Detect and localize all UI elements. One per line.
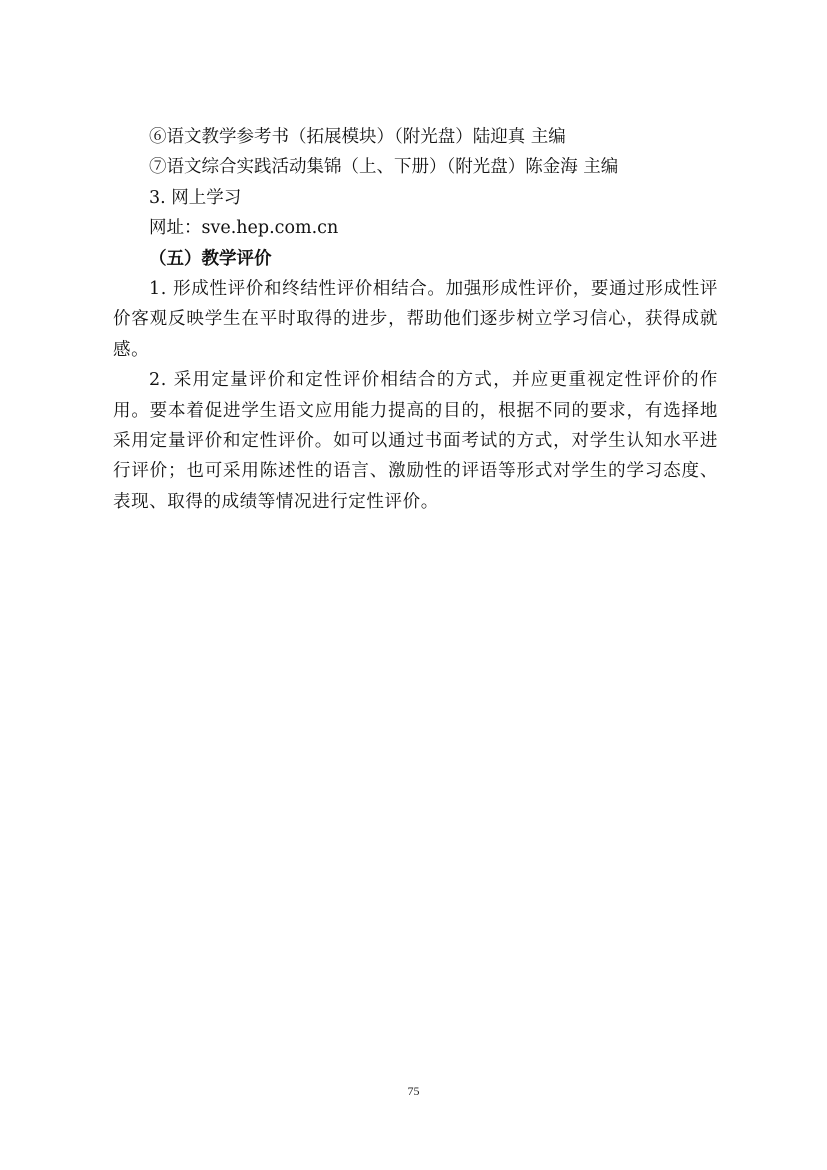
reference-item-7: ⑦语文综合实践活动集锦（上、下册）（附光盘）陈金海 主编 xyxy=(149,157,619,178)
paragraph-quantitative-qualitative: 2. 采用定量评价和定性评价相结合的方式，并应更重视定性评价的作用。要本着促进学生语文应用能力提高的目的，根据不同的要求，有选择地采用定量评价和定性评价。如可以通过书面考试的方式，对学生认知水平进行评价；也可采用陈述性的语言、激励性的评语等形式对学生的学习态度、表现、取得的成绩等情况进行定性评价。 xyxy=(113,370,718,512)
page-number: 75 xyxy=(407,1084,420,1098)
reference-item-6: ⑥语文教学参考书（拓展模块）（附光盘）陆迎真 主编 xyxy=(149,127,566,147)
document-body xyxy=(113,122,718,517)
online-learning-heading: 3. 网上学习 xyxy=(149,187,242,208)
website-line: 网址：sve.hep.com.cn xyxy=(149,218,339,239)
paragraph-formative-evaluation: 1. 形成性评价和终结性评价相结合。加强形成性评价，要通过形成性评价客观反映学生在平时取得的进步，帮助他们逐步树立学习信心，获得成就感。 xyxy=(113,278,718,360)
section-heading-teaching-evaluation: （五）教学评价 xyxy=(149,248,272,269)
